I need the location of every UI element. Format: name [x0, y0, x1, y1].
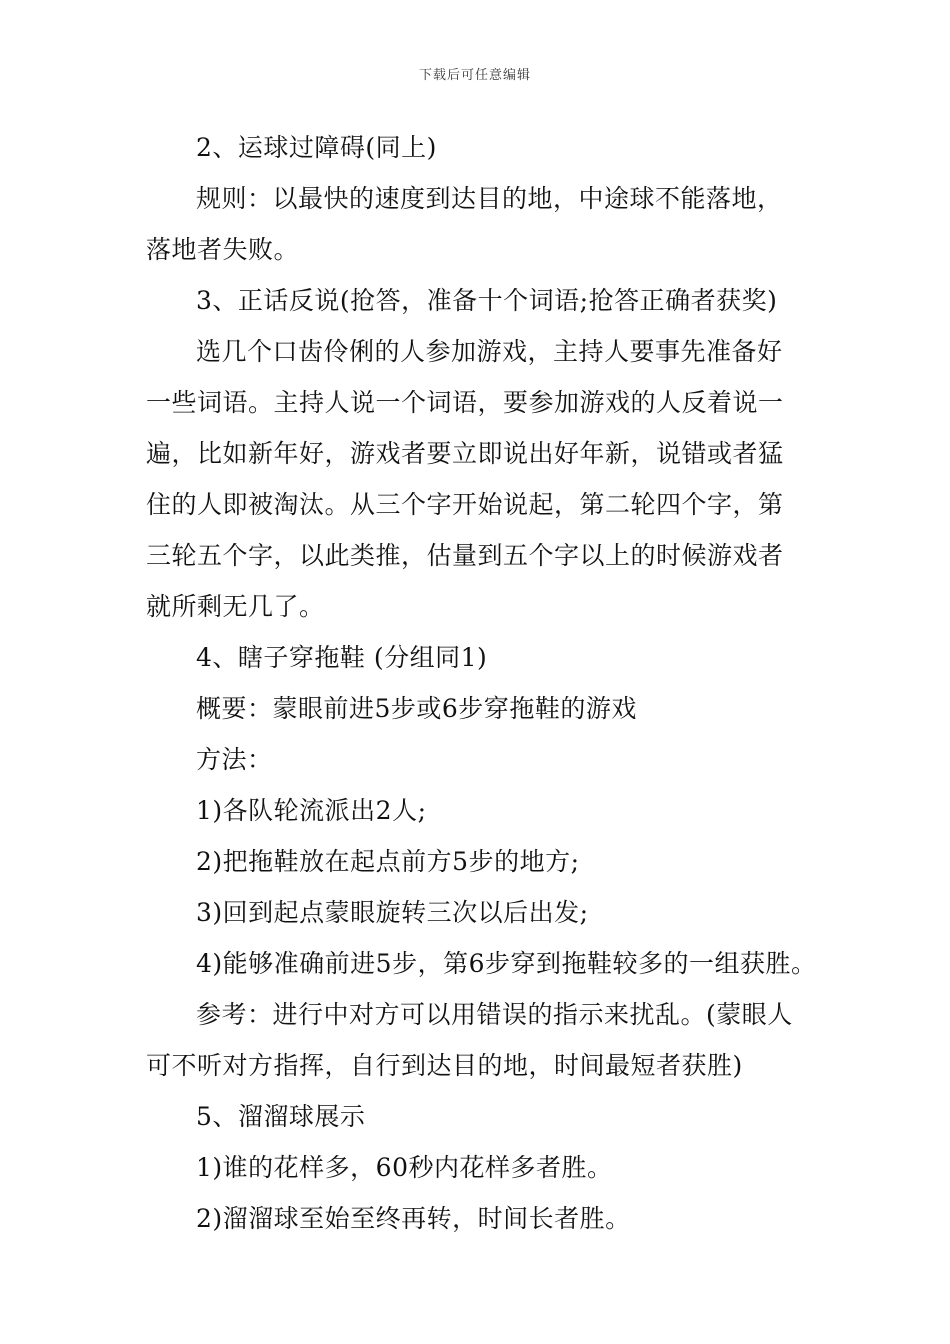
- document-body: [146, 122, 817, 1244]
- page-header: 下载后可任意编辑: [418, 68, 531, 83]
- text-line: 住的人即被淘汰。从三个字开始说起，第二轮四个字，第: [146, 490, 784, 519]
- text-line: 2、运球过障碍(同上): [196, 133, 437, 162]
- text-line: 遍，比如新年好，游戏者要立即说出好年新，说错或者猛: [146, 439, 784, 468]
- text-line: 2)溜溜球至始至终再转，时间长者胜。: [196, 1204, 631, 1233]
- text-line: 2)把拖鞋放在起点前方5步的地方;: [196, 847, 580, 876]
- text-line: 4)能够准确前进5步，第6步穿到拖鞋较多的一组获胜。: [196, 949, 817, 978]
- text-line: 就所剩无几了。: [146, 592, 325, 621]
- text-line: 落地者失败。: [146, 235, 300, 264]
- text-line: 方法：: [196, 745, 273, 774]
- text-line: 5、溜溜球展示: [196, 1102, 366, 1131]
- text-line: 规则：以最快的速度到达目的地，中途球不能落地，: [196, 184, 783, 213]
- text-line: 可不听对方指挥，自行到达目的地，时间最短者获胜): [146, 1051, 743, 1080]
- text-line: 概要：蒙眼前进5步或6步穿拖鞋的游戏: [196, 694, 637, 723]
- text-line: 参考：进行中对方可以用错误的指示来扰乱。(蒙眼人: [196, 1000, 793, 1029]
- text-line: 1)谁的花样多，60秒内花样多者胜。: [196, 1153, 613, 1182]
- text-line: 三轮五个字，以此类推，估量到五个字以上的时候游戏者: [146, 541, 784, 570]
- text-line: 3)回到起点蒙眼旋转三次以后出发;: [196, 898, 589, 927]
- text-line: 3、正话反说(抢答，准备十个词语;抢答正确者获奖): [196, 286, 778, 315]
- text-line: 4、瞎子穿拖鞋 (分组同1): [196, 643, 488, 672]
- text-line: 1)各队轮流派出2人;: [196, 796, 427, 825]
- text-line: 选几个口齿伶俐的人参加游戏，主持人要事先准备好: [196, 337, 783, 366]
- text-line: 一些词语。主持人说一个词语，要参加游戏的人反着说一: [146, 388, 784, 417]
